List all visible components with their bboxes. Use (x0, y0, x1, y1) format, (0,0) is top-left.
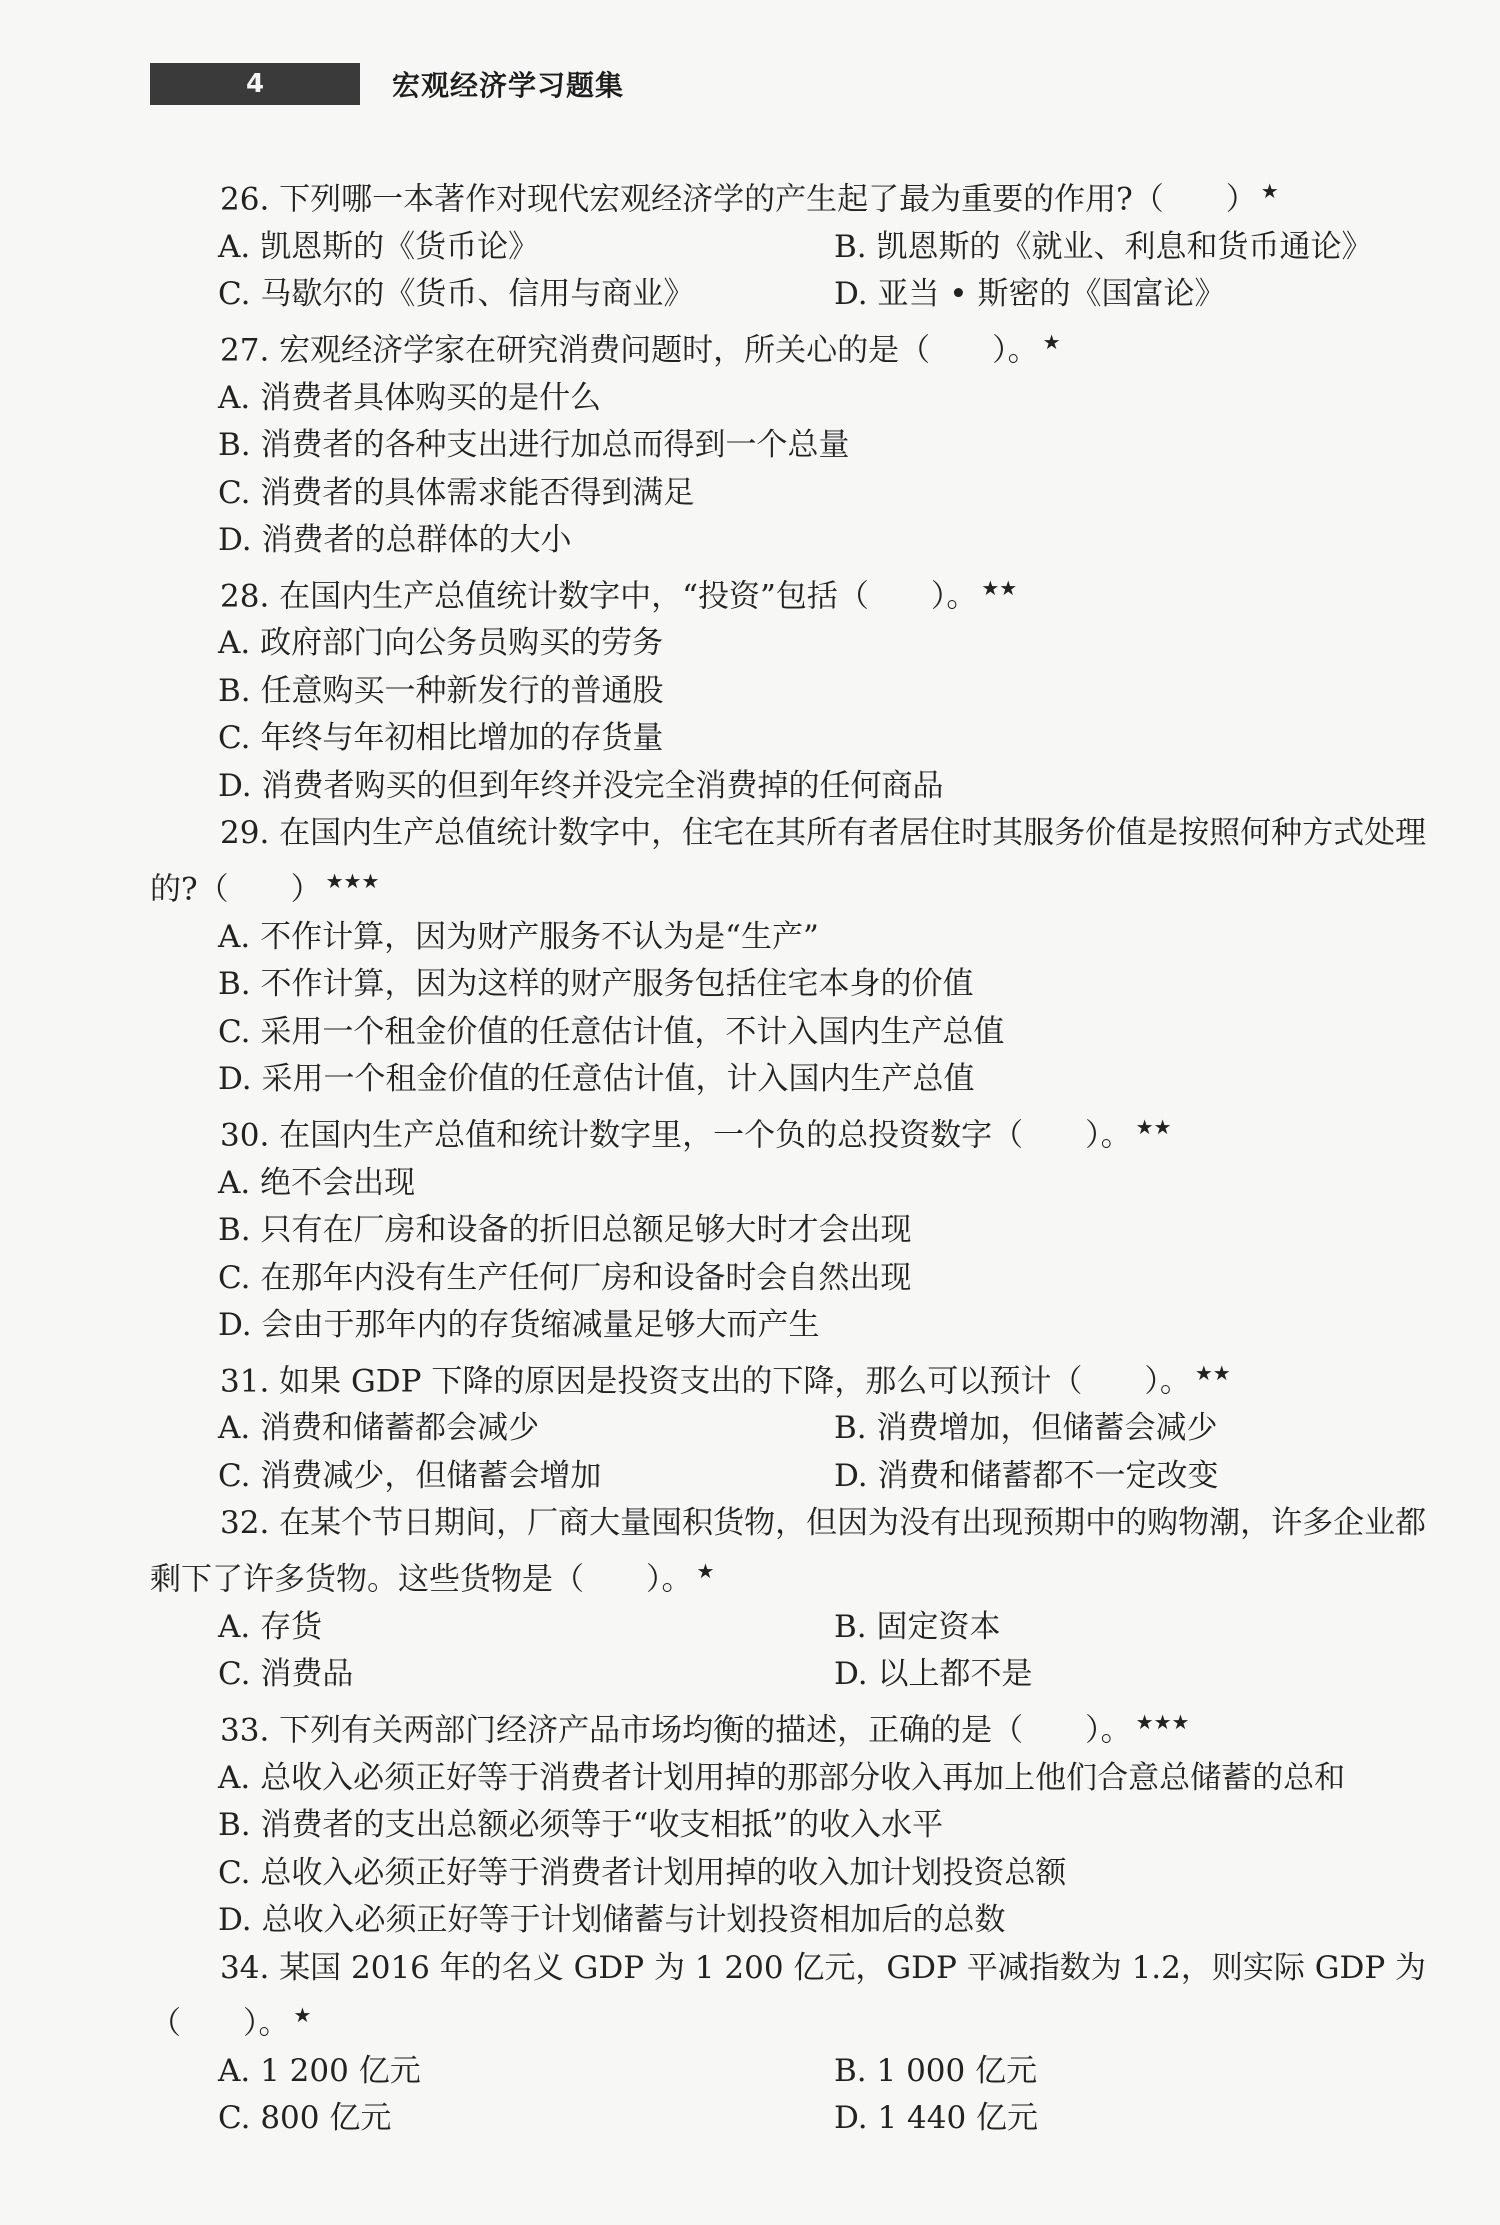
question-stem: 29. 在国内生产总值统计数字中，住宅在其所有者居住时其服务价值是按照何种方式处理的?（ ） ★★★ (150, 815, 1427, 908)
question-30 (150, 1104, 1440, 1350)
option-c: C. 800 亿元 (218, 2100, 392, 2137)
question-stem: 31. 如果 GDP 下降的原因是投资支出的下降，那么可以预计（ ）。 ★★ (220, 1360, 1231, 1399)
book-title: 宏观经济学习题集 (392, 69, 625, 102)
page-number: 4 (150, 63, 360, 105)
option-b: B. 消费者的支出总额必须等于“收支相抵”的收入水平 (218, 1807, 944, 1844)
question-27 (150, 319, 1440, 565)
option-c: C. 消费者的具体需求能否得到满足 (218, 474, 695, 511)
question-stem: 32. 在某个节日期间，厂商大量囤积货物，但因为没有出现预期中的购物潮，许多企业都剩下了许多货物。这些货物是（ ）。 ★ (150, 1505, 1427, 1598)
option-a: A. 不作计算，因为财产服务不认为是“生产” (218, 918, 819, 955)
option-a: A. 政府部门向公务员购买的劳务 (218, 625, 664, 662)
question-31 (150, 1350, 1440, 1501)
option-d: D. 1 440 亿元 (834, 2100, 1039, 2137)
option-b: B. 不作计算，因为这样的财产服务包括住宅本身的价值 (218, 966, 974, 1003)
question-stem: 28. 在国内生产总值统计数字中，“投资”包括（ ）。 ★★ (220, 575, 1018, 614)
option-d: D. 总收入必须正好等于计划储蓄与计划投资相加后的总数 (218, 1902, 1006, 1939)
question-stem: 26. 下列哪一本著作对现代宏观经济学的产生起了最为重要的作用?（ ） ★ (220, 179, 1279, 218)
option-a: A. 凯恩斯的《货币论》 (218, 228, 540, 265)
question-stem: 30. 在国内生产总值和统计数字里，一个负的总投资数字（ ）。 ★★ (220, 1114, 1172, 1154)
option-d: D. 亚当 • 斯密的《国富论》 (834, 276, 1226, 313)
question-stem: 33. 下列有关两部门经济产品市场均衡的描述，正确的是（ ）。 ★★★ (220, 1709, 1190, 1749)
option-c: C. 消费减少，但储蓄会增加 (218, 1457, 602, 1494)
option-c: C. 总收入必须正好等于消费者计划用掉的收入加计划投资总额 (218, 1854, 1067, 1891)
difficulty-stars: ★★ (981, 575, 1018, 600)
question-stem: 27. 宏观经济学家在研究消费问题时，所关心的是（ ）。 ★ (220, 329, 1061, 369)
option-b: B. 固定资本 (834, 1608, 1001, 1645)
difficulty-stars: ★ (696, 1558, 715, 1583)
question-26 (150, 168, 1440, 319)
option-b: B. 凯恩斯的《就业、利息和货币通论》 (834, 228, 1373, 265)
difficulty-stars: ★★★ (325, 868, 380, 893)
option-d: D. 以上都不是 (834, 1656, 1033, 1693)
option-a: A. 存货 (218, 1608, 323, 1645)
option-c: C. 马歇尔的《货币、信用与商业》 (218, 276, 695, 313)
option-d: D. 采用一个租金价值的任意估计值，计入国内生产总值 (218, 1061, 975, 1098)
option-a: A. 消费和储蓄都会减少 (218, 1410, 540, 1447)
question-34 (150, 1945, 1440, 2143)
question-29 (150, 810, 1440, 1103)
option-d: D. 消费者购买的但到年终并没完全消费掉的任何商品 (218, 767, 944, 804)
option-d: D. 消费者的总群体的大小 (218, 522, 572, 559)
option-c: C. 消费品 (218, 1656, 354, 1693)
difficulty-stars: ★ (1260, 179, 1279, 203)
option-c: C. 采用一个租金价值的任意估计值，不计入国内生产总值 (218, 1013, 1005, 1050)
question-33 (150, 1699, 1440, 1945)
question-32 (150, 1500, 1440, 1698)
option-b: B. 消费增加，但储蓄会减少 (834, 1410, 1218, 1447)
difficulty-stars: ★★ (1194, 1360, 1231, 1385)
question-list (150, 168, 1440, 2143)
difficulty-stars: ★★ (1135, 1114, 1172, 1139)
question-stem: 34. 某国 2016 年的名义 GDP 为 1 200 亿元，GDP 平减指数为 1.2，则实际 GDP 为（ ）。 ★ (150, 1949, 1427, 2042)
question-28 (150, 565, 1440, 811)
difficulty-stars: ★ (293, 2003, 312, 2028)
option-b: B. 消费者的各种支出进行加总而得到一个总量 (218, 427, 850, 464)
option-a: A. 消费者具体购买的是什么 (218, 379, 602, 416)
difficulty-stars: ★★★ (1135, 1709, 1190, 1734)
difficulty-stars: ★ (1042, 329, 1061, 354)
option-a: A. 1 200 亿元 (218, 2052, 421, 2089)
option-d: D. 会由于那年内的存货缩减量足够大而产生 (218, 1307, 820, 1344)
option-d: D. 消费和储蓄都不一定改变 (834, 1457, 1219, 1494)
option-c: C. 年终与年初相比增加的存货量 (218, 720, 664, 757)
option-b: B. 只有在厂房和设备的折旧总额足够大时才会出现 (218, 1212, 912, 1249)
option-a: A. 总收入必须正好等于消费者计划用掉的那部分收入再加上他们合意总储蓄的总和 (218, 1759, 1346, 1796)
option-c: C. 在那年内没有生产任何厂房和设备时会自然出现 (218, 1259, 912, 1296)
page-header (150, 63, 624, 105)
option-b: B. 任意购买一种新发行的普通股 (218, 672, 664, 709)
option-a: A. 绝不会出现 (218, 1164, 416, 1201)
option-b: B. 1 000 亿元 (834, 2052, 1038, 2089)
